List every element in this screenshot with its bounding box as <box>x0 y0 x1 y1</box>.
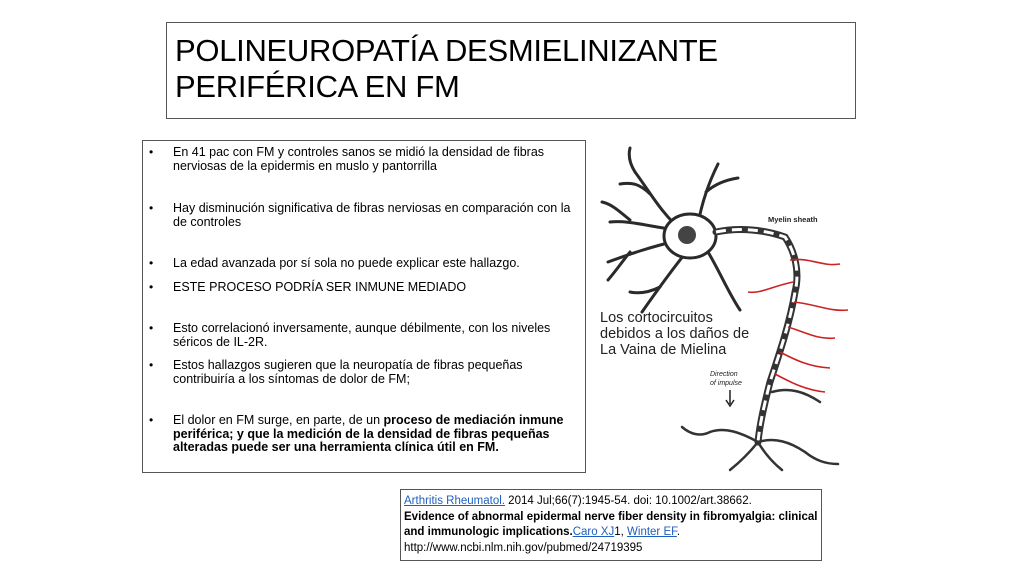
bullet-dot-icon: • <box>149 321 154 335</box>
reference-url: http://www.ncbi.nlm.nih.gov/pubmed/24719395 <box>404 541 643 554</box>
figure-caption <box>600 310 749 358</box>
caption-line: La Vaina de Mielina <box>600 342 727 358</box>
neuron-illustration <box>590 142 860 472</box>
bullet-item <box>147 146 579 173</box>
article-title: Evidence of abnormal epidermal nerve fiber density in fibromyalgia: clinical and immunologic implications. <box>404 510 818 538</box>
bullet-item <box>147 202 579 229</box>
bullet-text-normal: El dolor en FM surge, en parte, de un <box>173 413 384 427</box>
direction-arrow-icon <box>726 390 734 406</box>
nucleus <box>678 226 696 244</box>
bullet-text: En 41 pac con FM y controles sanos se midió la densidad de fibras nerviosas de la epidermis en muslo y pantorrilla <box>173 145 545 173</box>
direction-label-2: of impulse <box>710 380 742 387</box>
bullet-dot-icon: • <box>149 358 154 372</box>
bullet-item <box>147 414 579 455</box>
direction-label-1: Direction <box>710 371 738 378</box>
slide-title: POLINEUROPATÍA DESMIELINIZANTE PERIFÉRICA EN FM <box>175 33 718 104</box>
author-link-winter[interactable]: Winter EF <box>627 526 677 538</box>
journal-link[interactable]: Arthritis Rheumatol. <box>404 495 505 507</box>
citation-text: 2014 Jul;66(7):1945-54. doi: 10.1002/art.38662. <box>504 495 752 507</box>
bullet-text: Estos hallazgos sugieren que la neuropatía de fibras pequeñas contribuiría a los síntomas de dolor de FM; <box>173 358 523 386</box>
bullet-dot-icon: • <box>149 413 154 427</box>
bullet-text: Esto correlacionó inversamente, aunque débilmente, con los niveles séricos de IL-2R. <box>173 321 551 349</box>
bullet-item <box>147 322 579 349</box>
bullet-text: Hay disminución significativa de fibras nerviosas en comparación con la de controles <box>173 201 571 229</box>
bullet-text-bold: proceso de mediación inmune periférica; y que la medición de la densidad de fibras pequeñas alteradas puede ser una herramienta clínica útil en FM. <box>173 413 564 454</box>
myelin-label: Myelin sheath <box>768 215 818 224</box>
title-box <box>166 22 856 119</box>
bullet-list <box>142 140 586 473</box>
author2-suffix: . <box>676 526 681 538</box>
bullet-dot-icon: • <box>149 256 154 270</box>
caption-line: debidos a los daños de <box>600 326 750 342</box>
bullet-text: La edad avanzada por sí sola no puede explicar este hallazgo. <box>173 256 520 270</box>
author-link-caro[interactable]: Caro XJ <box>572 526 615 538</box>
bullet-dot-icon: • <box>149 279 154 294</box>
caption-line: Los cortocircuitos <box>600 310 713 326</box>
reference-box <box>400 489 822 561</box>
bullet-dot-icon: • <box>149 201 154 215</box>
bullet-item <box>147 257 579 271</box>
bullet-item <box>147 359 579 386</box>
bullet-text: ESTE PROCESO PODRÍA SER INMUNE MEDIADO <box>173 279 467 294</box>
bullet-item <box>147 281 579 295</box>
bullet-dot-icon: • <box>149 145 154 159</box>
author1-suffix: 1, <box>614 526 628 538</box>
